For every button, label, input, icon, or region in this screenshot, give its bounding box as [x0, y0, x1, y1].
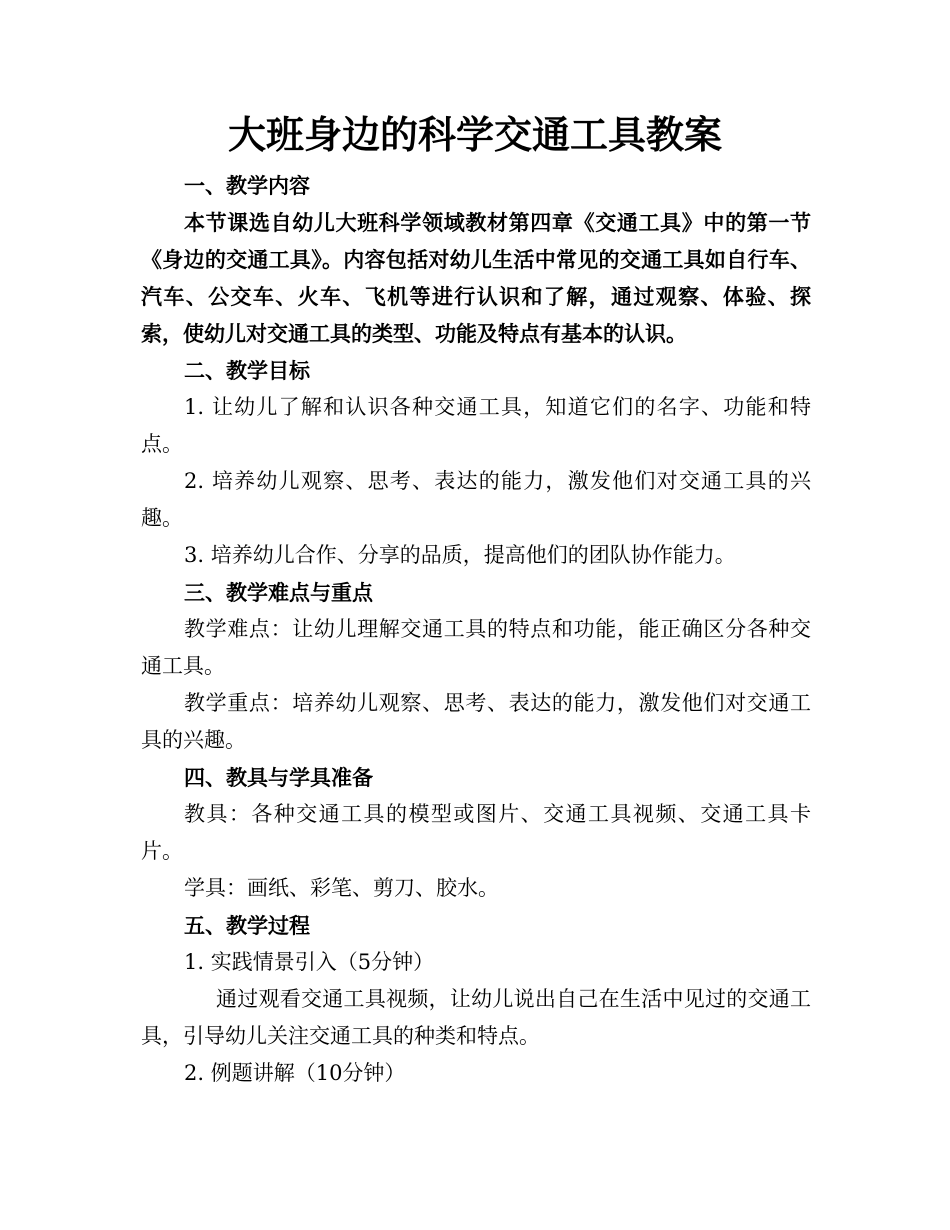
section-heading-process: 五、教学过程 — [184, 913, 310, 938]
teacher-tools-paragraph: 教具：各种交通工具的模型或图片、交通工具视频、交通工具卡片。 — [141, 802, 811, 863]
goal-item-3: 3. 培养幼儿合作、分享的品质，提高他们的团队协作能力。 — [184, 543, 736, 567]
goal-item-1: 1. 让幼儿了解和认识各种交通工具，知道它们的名字、功能和特点。 — [141, 395, 811, 456]
document-title: 大班身边的科学交通工具教案 — [227, 112, 722, 157]
focus-paragraph: 教学重点：培养幼儿观察、思考、表达的能力，激发他们对交通工具的兴趣。 — [141, 691, 811, 752]
process-step-1: 1. 实践情景引入（5分钟） — [184, 950, 435, 974]
document-body — [141, 167, 811, 1092]
difficulty-paragraph: 教学难点：让幼儿理解交通工具的特点和功能，能正确区分各种交通工具。 — [141, 617, 811, 678]
section-heading-goals: 二、教学目标 — [184, 358, 310, 383]
content-paragraph: 本节课选自幼儿大班科学领域教材第四章《交通工具》中的第一节《身边的交通工具》。内容包括对幼儿生活中常见的交通工具如自行车、汽车、公交车、火车、飞机等进行认识和了解，通过观察、体验、探索，使幼儿对交通工具的类型、功能及特点有基本的认识。 — [141, 210, 811, 346]
section-heading-difficulty: 三、教学难点与重点 — [184, 580, 373, 605]
student-tools-paragraph: 学具：画纸、彩笔、剪刀、胶水。 — [184, 876, 499, 900]
process-step-1-text: 通过观看交通工具视频，让幼儿说出自己在生活中见过的交通工具，引导幼儿关注交通工具的种类和特点。 — [141, 987, 811, 1048]
section-heading-tools: 四、教具与学具准备 — [184, 765, 373, 790]
process-step-2: 2. 例题讲解（10分钟） — [184, 1061, 406, 1085]
section-heading-content: 一、教学内容 — [184, 173, 310, 198]
goal-item-2: 2. 培养幼儿观察、思考、表达的能力，激发他们对交通工具的兴趣。 — [141, 469, 811, 530]
